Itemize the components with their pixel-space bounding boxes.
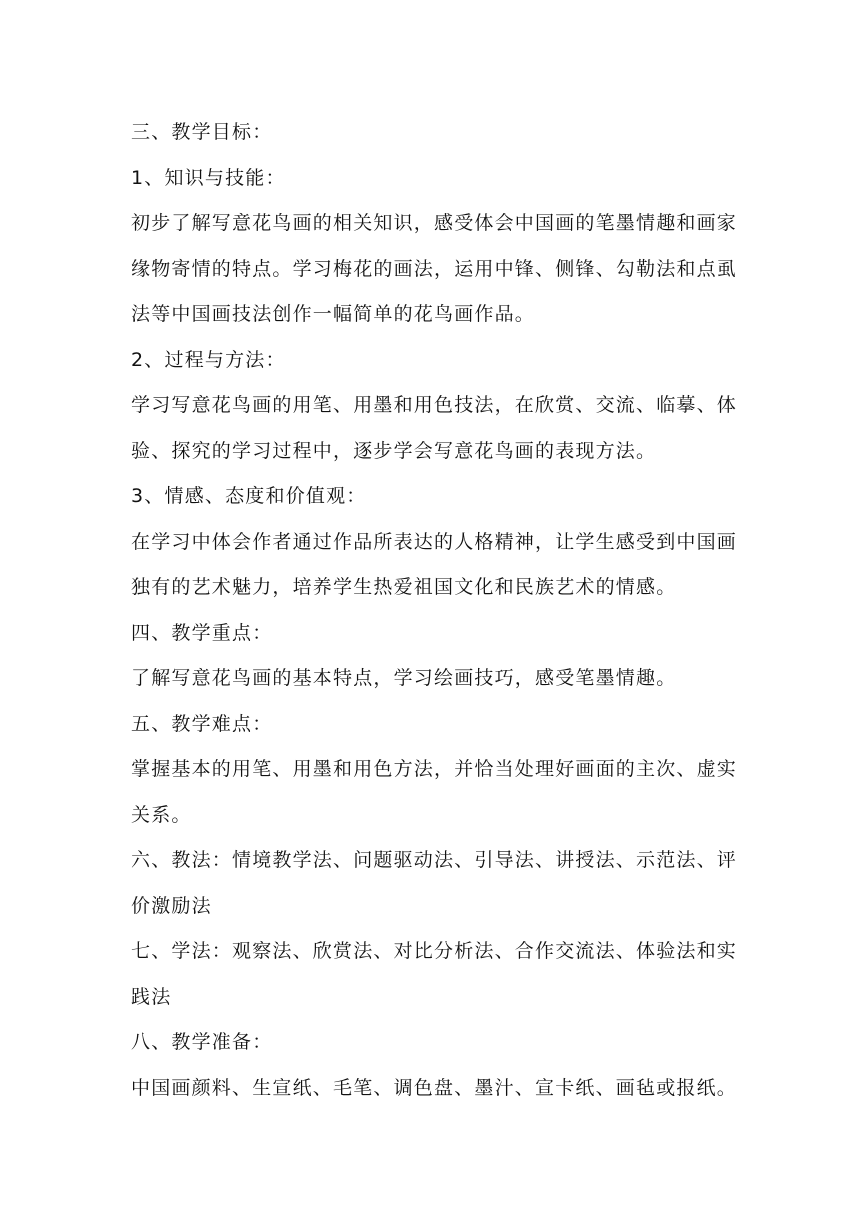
paragraph-line: 了解写意花鸟画的基本特点，学习绘画技巧，感受笔墨情趣。: [131, 667, 677, 689]
paragraph-line: 独有的艺术魅力，培养学生热爱祖国文化和民族艺术的情感。: [131, 576, 677, 598]
paragraph-line: 法等中国画技法创作一幅简单的花鸟画作品。: [131, 303, 536, 325]
paragraph-line: 价激励法: [131, 894, 212, 917]
paragraph-line: 学习写意花鸟画的用笔、用墨和用色技法，在欣赏、交流、临摹、体: [131, 394, 738, 416]
subheading-knowledge-skills: 1、知识与技能：: [131, 166, 286, 189]
section-heading-key-points: 四、教学重点：: [131, 621, 273, 644]
section-heading-learning-methods: 七、学法：观察法、欣赏法、对比分析法、合作交流法、体验法和实: [131, 940, 738, 962]
paragraph-line: 践法: [131, 985, 172, 1008]
section-heading-teaching-goals: 三、教学目标：: [131, 121, 273, 143]
paragraph-line: 缘物寄情的特点。学习梅花的画法，运用中锋、侧锋、勾勒法和点虱: [131, 257, 738, 280]
paragraph-line: 验、探究的学习过程中，逐步学会写意花鸟画的表现方法。: [131, 439, 657, 462]
paragraph-line: 中国画颜料、生宣纸、毛笔、调色盘、墨汁、宣卡纸、画毡或报纸。: [131, 1076, 738, 1099]
paragraph-line: 掌握基本的用笔、用墨和用色方法，并恰当处理好画面的主次、虚实: [131, 758, 738, 780]
paragraph-line: 在学习中体会作者通过作品所表达的人格精神，让学生感受到中国画: [131, 530, 738, 553]
paragraph-line: 初步了解写意花鸟画的相关知识，感受体会中国画的笔墨情趣和画家: [131, 212, 738, 234]
section-heading-preparation: 八、教学准备：: [131, 1031, 273, 1053]
document-body: [131, 110, 738, 1111]
section-heading-teaching-methods: 六、教法：情境教学法、问题驱动法、引导法、讲授法、示范法、评: [131, 849, 738, 871]
subheading-process-method: 2、过程与方法：: [131, 348, 286, 371]
section-heading-difficulties: 五、教学难点：: [131, 712, 273, 735]
paragraph-line: 关系。: [131, 803, 192, 826]
subheading-emotion-values: 3、情感、态度和价值观：: [131, 485, 367, 507]
